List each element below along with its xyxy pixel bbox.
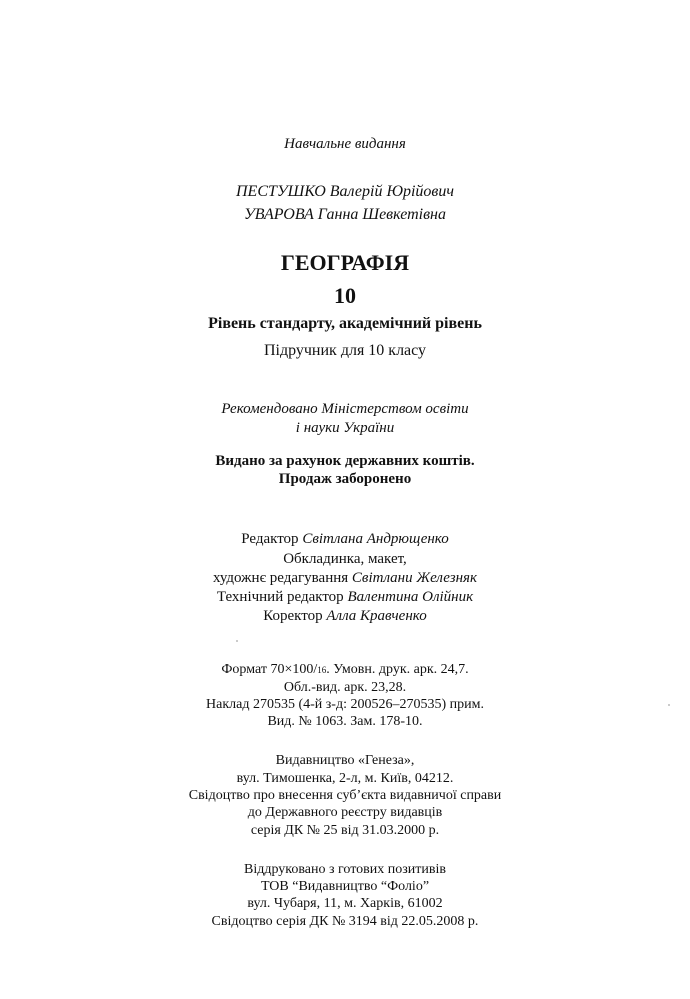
credit-tech-editor	[0, 589, 690, 606]
credit-role: Технічний редактор	[216, 589, 344, 605]
edition-type: Навчальне видання	[284, 136, 406, 152]
credit-person: Світлани Железняк	[351, 570, 478, 586]
print-speck	[236, 640, 238, 642]
format-print-sheets: . Умовн. друк. арк. 24,7.	[326, 662, 469, 677]
credit-role: Обкладинка, макет,	[283, 551, 407, 567]
publisher-line-4: до Державного реєстру видавців	[247, 805, 443, 820]
credit-person: Алла Кравченко	[326, 608, 427, 624]
printer-line-1: Віддруковано з готових позитивів	[243, 862, 447, 877]
textbook-for: Підручник для 10 класу	[263, 342, 427, 359]
recommendation-line-2: і науки України	[295, 420, 395, 436]
print-speck	[668, 704, 670, 706]
credit-person: Світлана Андрющенко	[302, 531, 449, 547]
author-1-name: Валерій Юрійович	[329, 183, 454, 200]
author-2-surname: УВАРОВА	[244, 206, 314, 223]
format-line-4: Вид. № 1063. Зам. 178-10.	[267, 714, 423, 729]
author-1	[0, 183, 690, 201]
printer-line-3: вул. Чубаря, 11, м. Харків, 61002	[247, 896, 443, 911]
printer-line-4: Свідоцтво серія ДК № 3194 від 22.05.2008 р.	[211, 914, 479, 929]
funding-line-2: Продаж заборонено	[278, 471, 412, 487]
credit-role: Редактор	[241, 531, 299, 547]
credit-role: Коректор	[263, 608, 323, 624]
author-2-name: Ганна Шевкетівна	[317, 206, 446, 223]
credit-editor	[0, 531, 690, 548]
author-1-surname: ПЕСТУШКО	[235, 183, 326, 200]
credit-person: Валентина Олійник	[347, 589, 474, 605]
funding-line-1: Видано за рахунок державних коштів.	[215, 453, 475, 469]
format-line-3: Наклад 270535 (4-й з-д: 200526–270535) прим.	[206, 697, 484, 712]
publisher-line-3: Свідоцтво про внесення суб’єкта видавничої справи	[188, 788, 502, 803]
format-line-2: Обл.-вид. арк. 23,28.	[283, 680, 407, 695]
grade: 10	[334, 283, 356, 308]
credit-role: художнє редагування	[212, 570, 349, 586]
publisher-line-5: серія ДК № 25 від 31.03.2000 р.	[250, 823, 440, 838]
format-size: Формат 70×100/	[221, 662, 318, 677]
recommendation-line-1: Рекомендовано Міністерством освіти	[221, 401, 469, 417]
printer-line-2: ТОВ “Видавництво “Фоліо”	[260, 879, 430, 894]
credit-cover	[0, 551, 690, 568]
author-2	[0, 206, 690, 224]
credit-art-editor	[0, 570, 690, 587]
publisher-line-2: вул. Тимошенка, 2-л, м. Київ, 04212.	[236, 771, 454, 786]
format-line-1	[0, 662, 690, 678]
credit-proofreader	[0, 608, 690, 625]
book-title: ГЕОГРАФІЯ	[280, 250, 410, 275]
format-fraction: 16	[317, 665, 327, 675]
publisher-line-1: Видавництво «Генеза»,	[275, 753, 415, 768]
level: Рівень стандарту, академічний рівень	[208, 315, 482, 332]
